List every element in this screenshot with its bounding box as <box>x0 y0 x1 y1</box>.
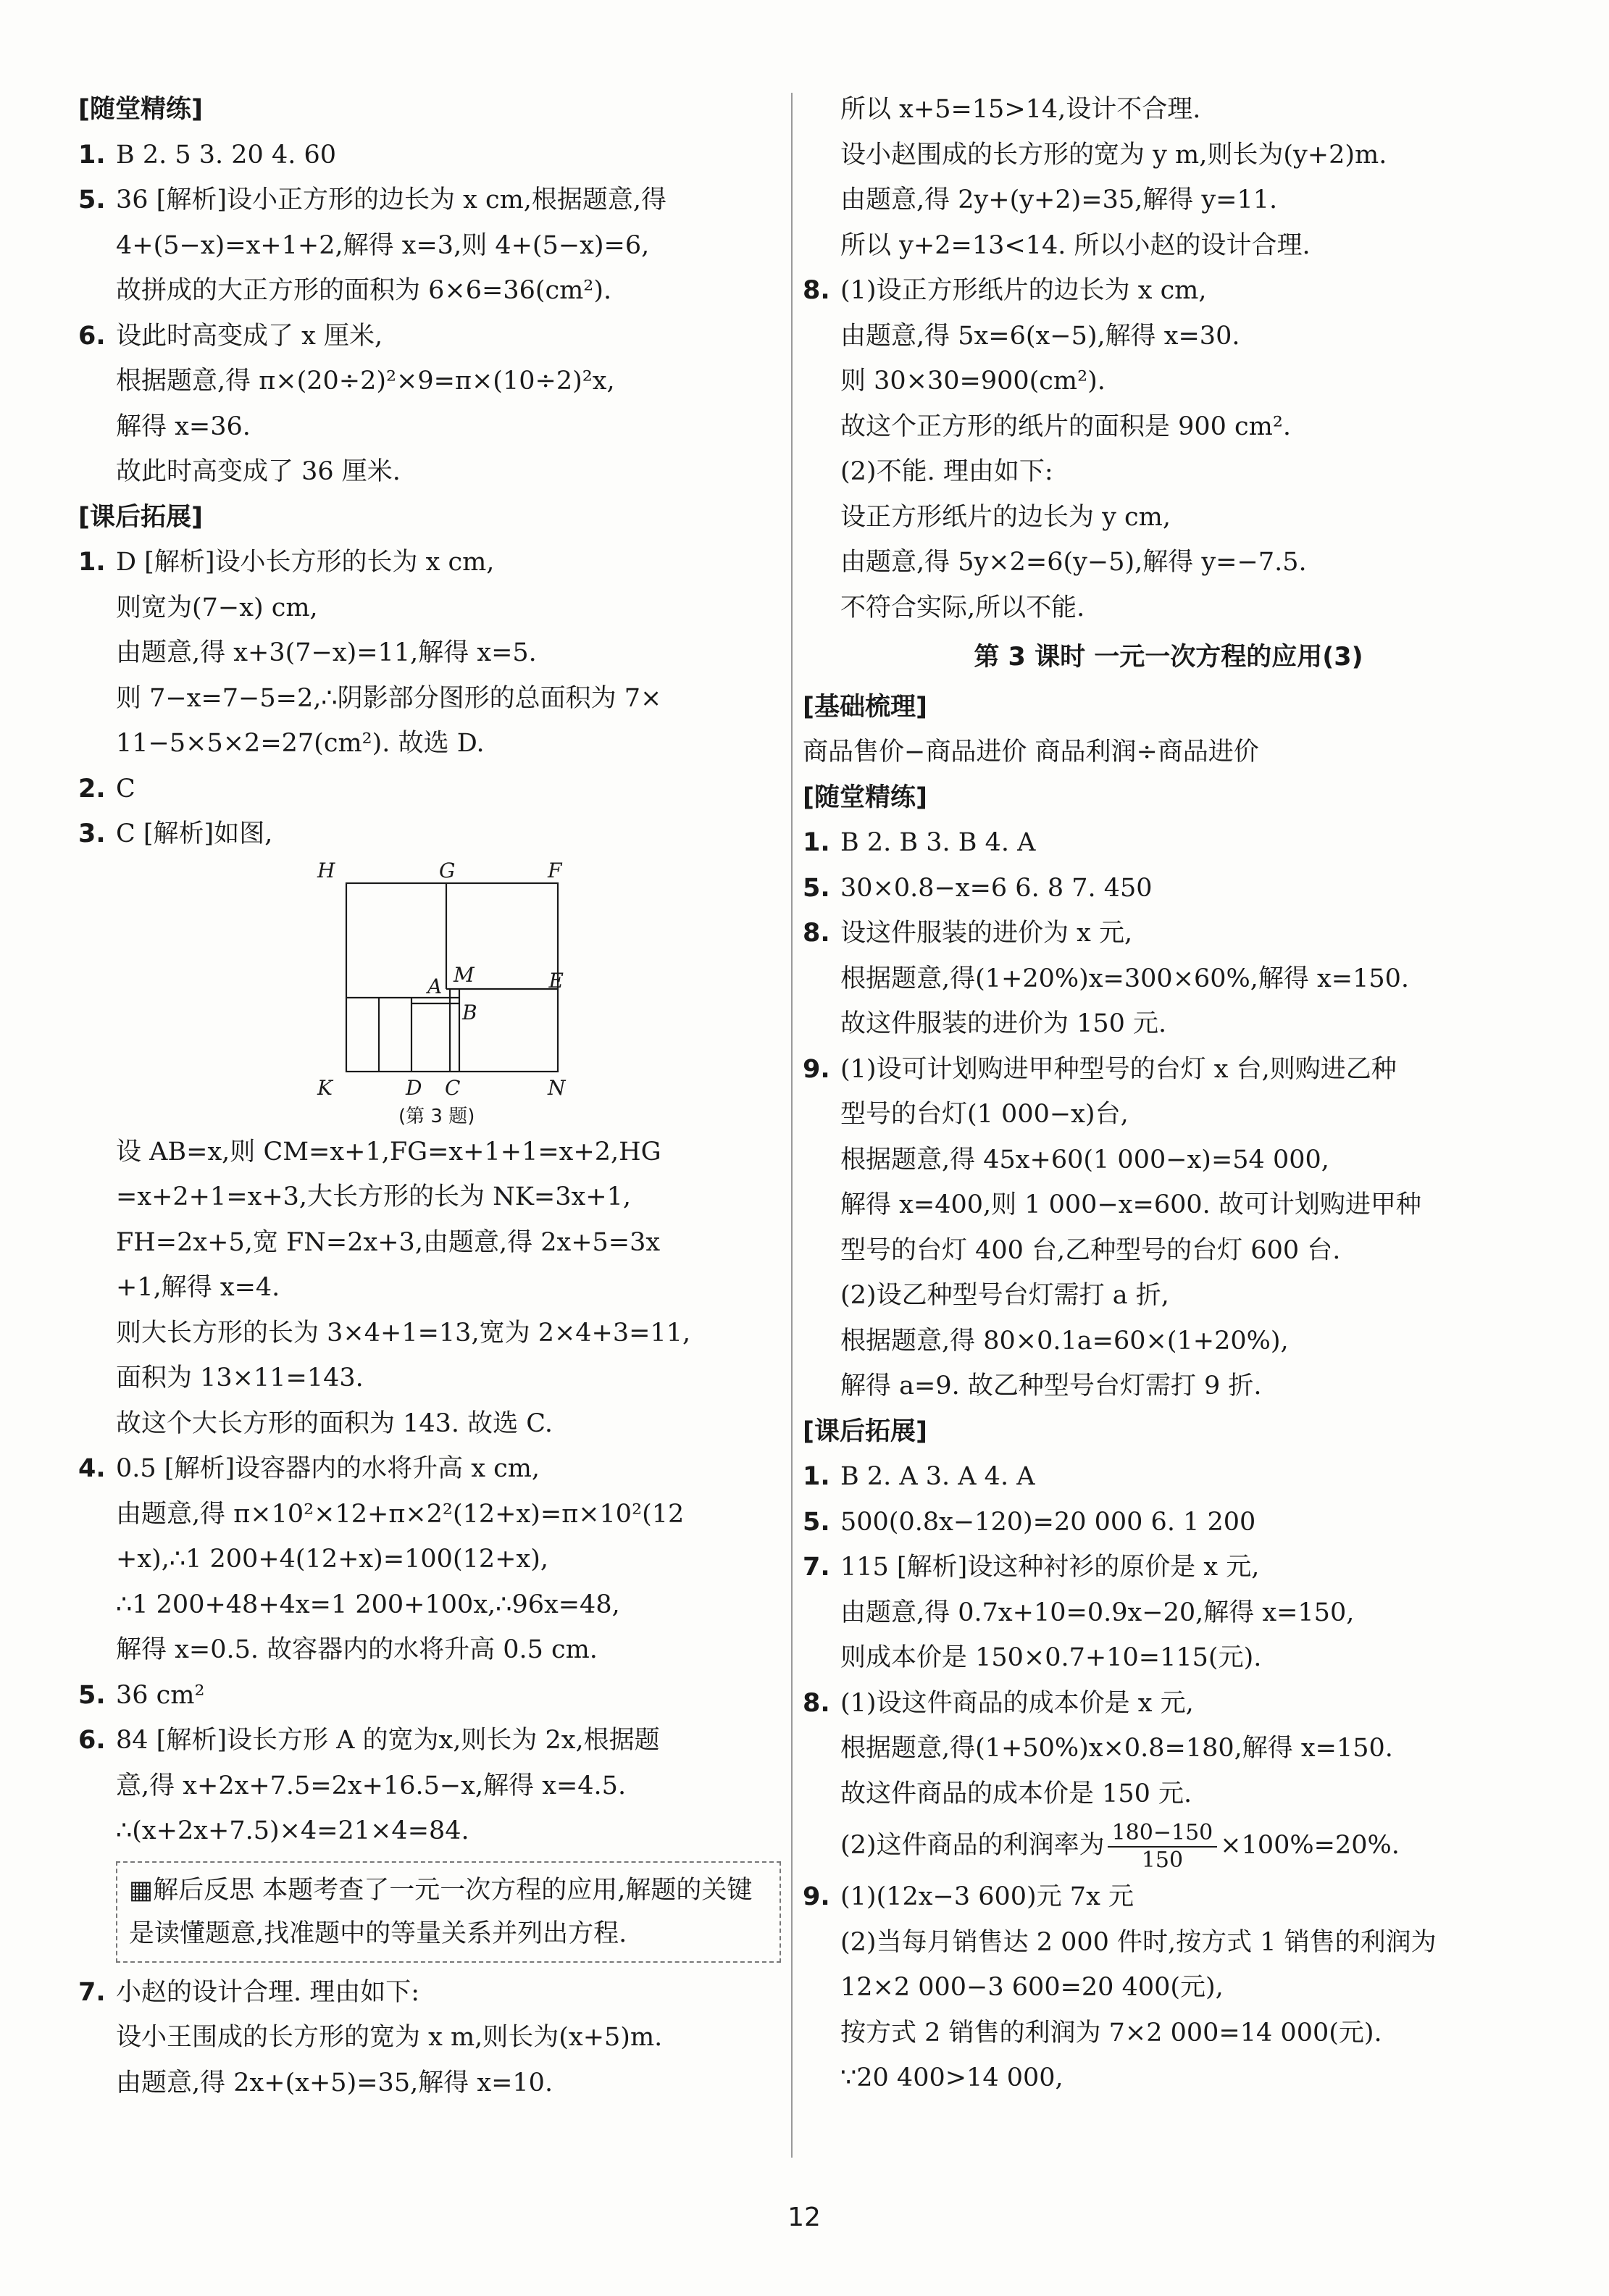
item-number: 1. <box>78 140 106 170</box>
item-number: 8. <box>803 276 830 305</box>
solution-line: 则 30×30=900(cm²). <box>840 367 1106 396</box>
solution-line: 故此时高变成了 36 厘米. <box>116 457 401 486</box>
answer-item <box>78 767 781 812</box>
label-f: F <box>548 858 562 882</box>
item-text: 84 [解析]设长方形 A 的宽为x,则长为 2x,根据题 <box>116 1726 660 1755</box>
label-h: H <box>317 858 335 882</box>
solution-line: 设 AB=x,则 CM=x+1,FG=x+1+1=x+2,HG <box>116 1137 661 1166</box>
item-number: 5. <box>803 1507 830 1537</box>
solution-line: ∴1 200+48+4x=1 200+100x,∴96x=48, <box>116 1590 620 1619</box>
solution-line: 则大长方形的长为 3×4+1=13,宽为 2×4+3=11, <box>116 1318 691 1348</box>
answer-item <box>78 811 781 857</box>
item-text: 36 [解析]设小正方形的边长为 x cm,根据题意,得 <box>116 185 667 214</box>
solution-line: 12×2 000−3 600=20 400(元), <box>840 1973 1224 2002</box>
label-n: N <box>548 1075 566 1100</box>
summary-line: 商品售价−商品进价 商品利润÷商品进价 <box>803 738 1259 767</box>
fraction-line <box>803 1816 1534 1874</box>
item-text: D [解析]设小长方形的长为 x cm, <box>116 548 495 577</box>
item-text: 设这件服装的进价为 x 元, <box>840 919 1133 948</box>
answer-item <box>803 1874 1534 1920</box>
solution-line: ∴(x+2x+7.5)×4=21×4=84. <box>116 1816 469 1845</box>
solution-line: 则成本价是 150×0.7+10=115(元). <box>840 1643 1262 1672</box>
answer-item <box>803 1545 1534 1590</box>
solution-line: 故拼成的大正方形的面积为 6×6=36(cm²). <box>116 276 612 305</box>
answer-item <box>803 1454 1534 1500</box>
solution-line: 所以 x+5=15>14,设计不合理. <box>840 95 1201 124</box>
answer-item <box>78 540 781 585</box>
solution-line: (2)不能. 理由如下: <box>840 457 1053 486</box>
answer-item <box>803 1047 1534 1093</box>
solution-line: 解得 x=400,则 1 000−x=600. 故可计划购进甲种 <box>840 1190 1421 1219</box>
fraction-suffix: ×100%=20%. <box>1220 1831 1400 1860</box>
label-c: C <box>445 1075 461 1100</box>
item-number: 9. <box>803 1054 830 1084</box>
solution-line: (2)设乙种型号台灯需打 a 折, <box>840 1281 1169 1310</box>
solution-line: ∵20 400>14 000, <box>840 2063 1063 2092</box>
solution-line: FH=2x+5,宽 FN=2x+3,由题意,得 2x+5=3x <box>116 1227 661 1257</box>
item-text: 设此时高变成了 x 厘米, <box>116 321 383 351</box>
solution-line: 所以 y+2=13<14. 所以小赵的设计合理. <box>840 230 1311 260</box>
solution-line: 由题意,得 π×10²×12+π×2²(12+x)=π×10²(12 <box>116 1499 685 1529</box>
label-k: K <box>317 1075 333 1100</box>
item-text: 小赵的设计合理. 理由如下: <box>116 1977 420 2007</box>
solution-line: 型号的台灯 400 台,乙种型号的台灯 600 台. <box>840 1235 1341 1265</box>
solution-line: 故这个正方形的纸片的面积是 900 cm². <box>840 412 1292 441</box>
answer-item <box>78 314 781 359</box>
figure-diagram <box>317 857 564 1130</box>
solution-line: 不符合实际,所以不能. <box>840 593 1085 622</box>
answer-item <box>78 1446 781 1492</box>
solution-line: +1,解得 x=4. <box>116 1273 280 1302</box>
reflection-box <box>116 1861 781 1963</box>
solution-line: 解得 x=0.5. 故容器内的水将升高 0.5 cm. <box>116 1635 598 1664</box>
answer-item <box>803 268 1534 314</box>
label-d: D <box>406 1075 422 1100</box>
answer-item <box>803 820 1534 866</box>
solution-line: 根据题意,得 80×0.1a=60×(1+20%), <box>840 1326 1289 1356</box>
solution-line: 由题意,得 2y+(y+2)=35,解得 y=11. <box>840 185 1278 214</box>
solution-line: 4+(5−x)=x+1+2,解得 x=3,则 4+(5−x)=6, <box>116 230 650 260</box>
solution-line: 故这件服装的进价为 150 元. <box>840 1009 1167 1038</box>
solution-line: +x),∴1 200+4(12+x)=100(12+x), <box>116 1545 548 1574</box>
solution-line: 根据题意,得(1+20%)x=300×60%,解得 x=150. <box>840 964 1410 993</box>
item-number: 5. <box>78 185 106 214</box>
right-column <box>803 87 1534 2101</box>
answer-item <box>78 1718 781 1763</box>
solution-line: 设小王围成的长方形的宽为 x m,则长为(x+5)m. <box>116 2023 663 2052</box>
solution-line: 由题意,得 x+3(7−x)=11,解得 x=5. <box>116 638 537 667</box>
solution-line: 由题意,得 2x+(x+5)=35,解得 x=10. <box>116 2068 553 2097</box>
left-column <box>78 87 781 2105</box>
solution-line: 根据题意,得(1+50%)x×0.8=180,解得 x=150. <box>840 1734 1393 1763</box>
solution-line: 则宽为(7−x) cm, <box>116 593 318 622</box>
item-number: 4. <box>78 1454 106 1483</box>
solution-line: 11−5×5×2=27(cm²). 故选 D. <box>116 729 485 758</box>
item-text: B 2. A 3. A 4. A <box>840 1462 1035 1491</box>
item-number: 1. <box>78 548 106 577</box>
solution-line: 则 7−x=7−5=2,∴阴影部分图形的总面积为 7× <box>116 683 662 713</box>
item-number: 2. <box>78 774 106 803</box>
answer-item <box>803 1500 1534 1545</box>
answer-item <box>803 1681 1534 1727</box>
section-header: [基础梳理] <box>803 692 927 722</box>
section-header: [随堂精练] <box>78 95 203 124</box>
answer-item <box>78 1673 781 1719</box>
item-number: 1. <box>803 828 830 857</box>
solution-line: 面积为 13×11=143. <box>116 1364 364 1393</box>
solution-line: 根据题意,得 π×(20÷2)²×9=π×(10÷2)²x, <box>116 367 615 396</box>
item-number: 3. <box>78 819 106 848</box>
section-header: [随堂精练] <box>803 782 927 812</box>
fraction-numerator: 180−150 <box>1108 1820 1218 1848</box>
item-text: 500(0.8x−120)=20 000 6. 1 200 <box>840 1507 1256 1537</box>
item-number: 9. <box>803 1882 830 1911</box>
solution-line: 设正方形纸片的边长为 y cm, <box>840 502 1171 532</box>
item-number: 8. <box>803 1688 830 1718</box>
solution-line: (2)当每月销售达 2 000 件时,按方式 1 销售的利润为 <box>840 1927 1437 1957</box>
solution-line: =x+2+1=x+3,大长方形的长为 NK=3x+1, <box>116 1182 631 1211</box>
lesson-heading: 第 3 课时 一元一次方程的应用(3) <box>974 643 1363 672</box>
item-text: 36 cm² <box>116 1680 205 1710</box>
solution-line: 由题意,得 5y×2=6(y−5),解得 y=−7.5. <box>840 548 1307 577</box>
solution-line: 解得 x=36. <box>116 412 251 441</box>
fraction <box>1108 1820 1218 1874</box>
solution-line: 由题意,得 5x=6(x−5),解得 x=30. <box>840 321 1240 351</box>
fraction-denominator: 150 <box>1141 1847 1184 1873</box>
item-text: C <box>116 774 135 803</box>
figure-caption: (第 3 题) <box>398 1105 475 1127</box>
item-text: C [解析]如图, <box>116 819 273 848</box>
fraction-prefix: (2)这件商品的利润率为 <box>840 1831 1105 1860</box>
solution-line: 根据题意,得 45x+60(1 000−x)=54 000, <box>840 1145 1329 1174</box>
label-g: G <box>439 858 456 882</box>
column-divider <box>791 93 793 2158</box>
item-text: 0.5 [解析]设容器内的水将升高 x cm, <box>116 1454 540 1483</box>
item-number: 6. <box>78 321 106 351</box>
label-m: M <box>454 962 475 987</box>
item-number: 7. <box>78 1977 106 2007</box>
answer-item <box>78 1970 781 2016</box>
item-number: 1. <box>803 1462 830 1491</box>
item-text: 115 [解析]设这种衬衫的原价是 x 元, <box>840 1553 1260 1582</box>
section-header: [课后拓展] <box>803 1416 927 1446</box>
solution-line: 故这个大长方形的面积为 143. 故选 C. <box>116 1408 553 1438</box>
label-e: E <box>548 968 564 993</box>
item-text: (1)设可计划购进甲种型号的台灯 x 台,则购进乙种 <box>840 1054 1397 1084</box>
solution-line: 由题意,得 0.7x+10=0.9x−20,解得 x=150, <box>840 1598 1355 1627</box>
item-text: 30×0.8−x=6 6. 8 7. 450 <box>840 873 1153 903</box>
solution-line: 故这件商品的成本价是 150 元. <box>840 1779 1192 1808</box>
item-text: (1)设这件商品的成本价是 x 元, <box>840 1688 1194 1718</box>
item-number: 5. <box>803 873 830 903</box>
answer-item <box>78 133 781 178</box>
answer-item <box>78 178 781 223</box>
answer-item <box>803 866 1534 911</box>
item-text: B 2. 5 3. 20 4. 60 <box>116 140 336 170</box>
solution-line: 型号的台灯(1 000−x)台, <box>840 1100 1129 1129</box>
item-number: 8. <box>803 919 830 948</box>
outer-rectangle <box>346 883 558 1072</box>
solution-line: 设小赵围成的长方形的宽为 y m,则长为(y+2)m. <box>840 140 1387 170</box>
page-number: 12 <box>787 2203 821 2232</box>
figure-problem-3 <box>78 857 781 1130</box>
item-number: 7. <box>803 1553 830 1582</box>
solution-line: 意,得 x+2x+7.5=2x+16.5−x,解得 x=4.5. <box>116 1771 627 1800</box>
section-header: [课后拓展] <box>78 502 203 532</box>
answer-item <box>803 911 1534 956</box>
item-text: (1)设正方形纸片的边长为 x cm, <box>840 276 1207 305</box>
label-a: A <box>427 974 443 998</box>
solution-line: 按方式 2 销售的利润为 7×2 000=14 000(元). <box>840 2018 1382 2047</box>
item-number: 5. <box>78 1680 106 1710</box>
item-text: B 2. B 3. B 4. A <box>840 828 1036 857</box>
label-b: B <box>462 1000 477 1024</box>
item-number: 6. <box>78 1726 106 1755</box>
solution-line: 解得 a=9. 故乙种型号台灯需打 9 折. <box>840 1372 1262 1400</box>
item-text: (1)(12x−3 600)元 7x 元 <box>840 1882 1134 1911</box>
reflection-text: ▦解后反思 本题考查了一元一次方程的应用,解题的关键是读懂题意,找准题中的等量关系并列出方程. <box>129 1875 753 1948</box>
